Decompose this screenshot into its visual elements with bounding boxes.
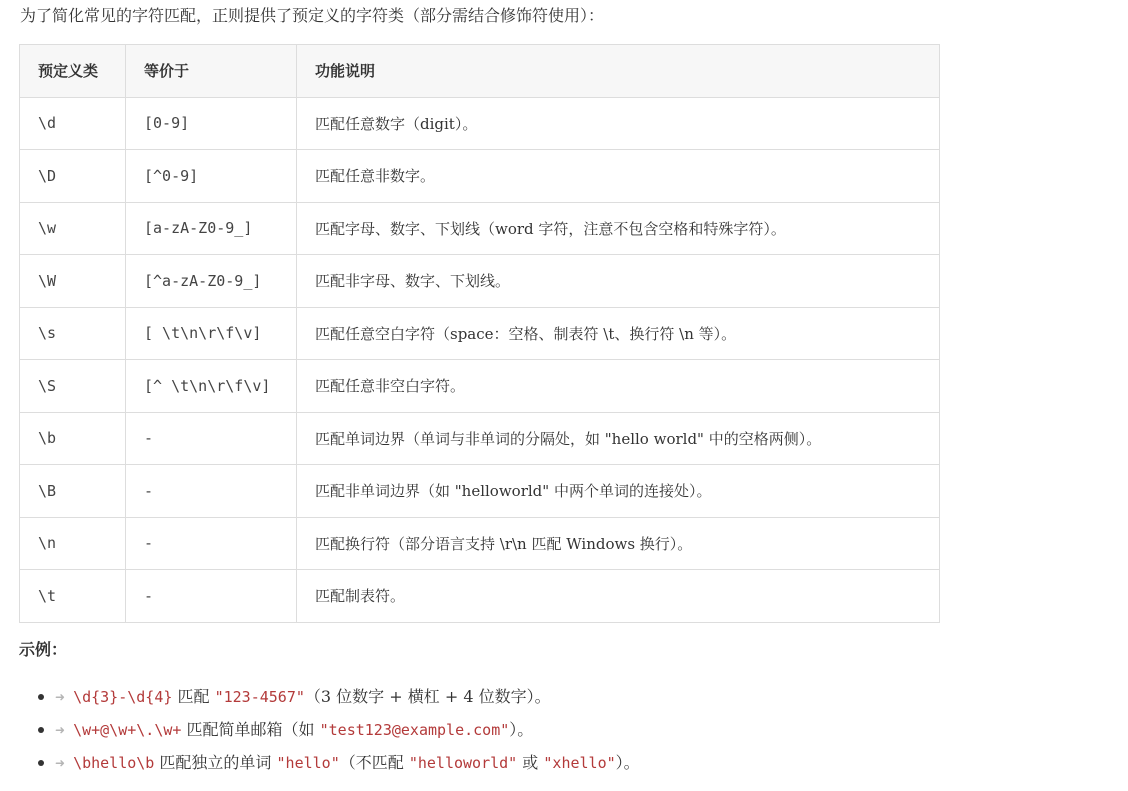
equivalent-cell: [0-9] [126,97,297,150]
example-string: "test123@example.com" [319,720,510,739]
equivalent-cell: - [126,465,297,518]
bullet-icon [38,694,44,700]
equivalent-cell: - [126,570,297,623]
class-cell: \B [20,465,126,518]
description-cell: 匹配字母、数字、下划线（word 字符，注意不包含空格和特殊字符）。 [297,202,940,255]
arrow-icon: ➜ [55,689,66,704]
example-text: （3 位数字 + 横杠 + 4 位数字）。 [304,686,551,706]
description-cell: 匹配任意数字（digit）。 [297,97,940,150]
table-row [20,307,940,360]
table-row [20,412,940,465]
examples-list [38,680,640,779]
description-cell: 匹配非单词边界（如 "helloworld" 中两个单词的连接处）。 [297,465,940,518]
bullet-icon [38,727,44,733]
description-cell: 匹配非字母、数字、下划线。 [297,255,940,308]
list-item [38,713,640,746]
example-string: "123-4567" [214,687,305,706]
class-cell: \n [20,517,126,570]
example-text: 或 [517,752,544,772]
example-text: 匹配 [172,686,215,706]
equivalent-cell: [^0-9] [126,150,297,203]
list-item [38,746,640,779]
equivalent-cell: - [126,517,297,570]
class-cell: \w [20,202,126,255]
header-description: 功能说明 [297,45,940,98]
table-row [20,202,940,255]
examples-title: 示例： [19,640,68,659]
table-row [20,465,940,518]
table-row [20,517,940,570]
equivalent-cell: [a-zA-Z0-9_] [126,202,297,255]
table-row [20,255,940,308]
header-class: 预定义类 [20,45,126,98]
predefined-class-table [19,44,940,623]
description-cell: 匹配单词边界（单词与非单词的分隔处，如 "hello world" 中的空格两侧）。 [297,412,940,465]
regex-code: \w+@\w+\.\w+ [73,720,182,739]
equivalent-cell: - [126,412,297,465]
example-text: 匹配独立的单词 [154,752,277,772]
example-text: ）。 [509,719,534,739]
header-equivalent: 等价于 [126,45,297,98]
class-cell: \D [20,150,126,203]
equivalent-cell: [^ \t\n\r\f\v] [126,360,297,413]
table-row [20,97,940,150]
class-cell: \W [20,255,126,308]
table-row [20,570,940,623]
class-cell: \s [20,307,126,360]
intro-text: 为了简化常见的字符匹配，正则提供了预定义的字符类（部分需结合修饰符使用）： [20,6,605,25]
table-header-row [20,45,940,98]
description-cell: 匹配制表符。 [297,570,940,623]
description-cell: 匹配任意非空白字符。 [297,360,940,413]
example-string: "hello" [276,753,340,772]
arrow-icon: ➜ [55,722,66,737]
example-string: "xhello" [543,753,616,772]
equivalent-cell: [ \t\n\r\f\v] [126,307,297,360]
example-string: "helloworld" [408,753,518,772]
arrow-icon: ➜ [55,755,66,770]
class-cell: \b [20,412,126,465]
example-text: ）。 [615,752,640,772]
table-row [20,360,940,413]
list-item [38,680,640,713]
regex-code: \bhello\b [73,753,155,772]
description-cell: 匹配任意空白字符（space：空格、制表符 \t、换行符 \n 等）。 [297,307,940,360]
example-text: 匹配简单邮箱（如 [181,719,320,739]
regex-code: \d{3}-\d{4} [73,687,173,706]
class-cell: \d [20,97,126,150]
description-cell: 匹配换行符（部分语言支持 \r\n 匹配 Windows 换行）。 [297,517,940,570]
example-text: （不匹配 [339,752,409,772]
table-row [20,150,940,203]
class-cell: \t [20,570,126,623]
bullet-icon [38,760,44,766]
class-cell: \S [20,360,126,413]
equivalent-cell: [^a-zA-Z0-9_] [126,255,297,308]
description-cell: 匹配任意非数字。 [297,150,940,203]
